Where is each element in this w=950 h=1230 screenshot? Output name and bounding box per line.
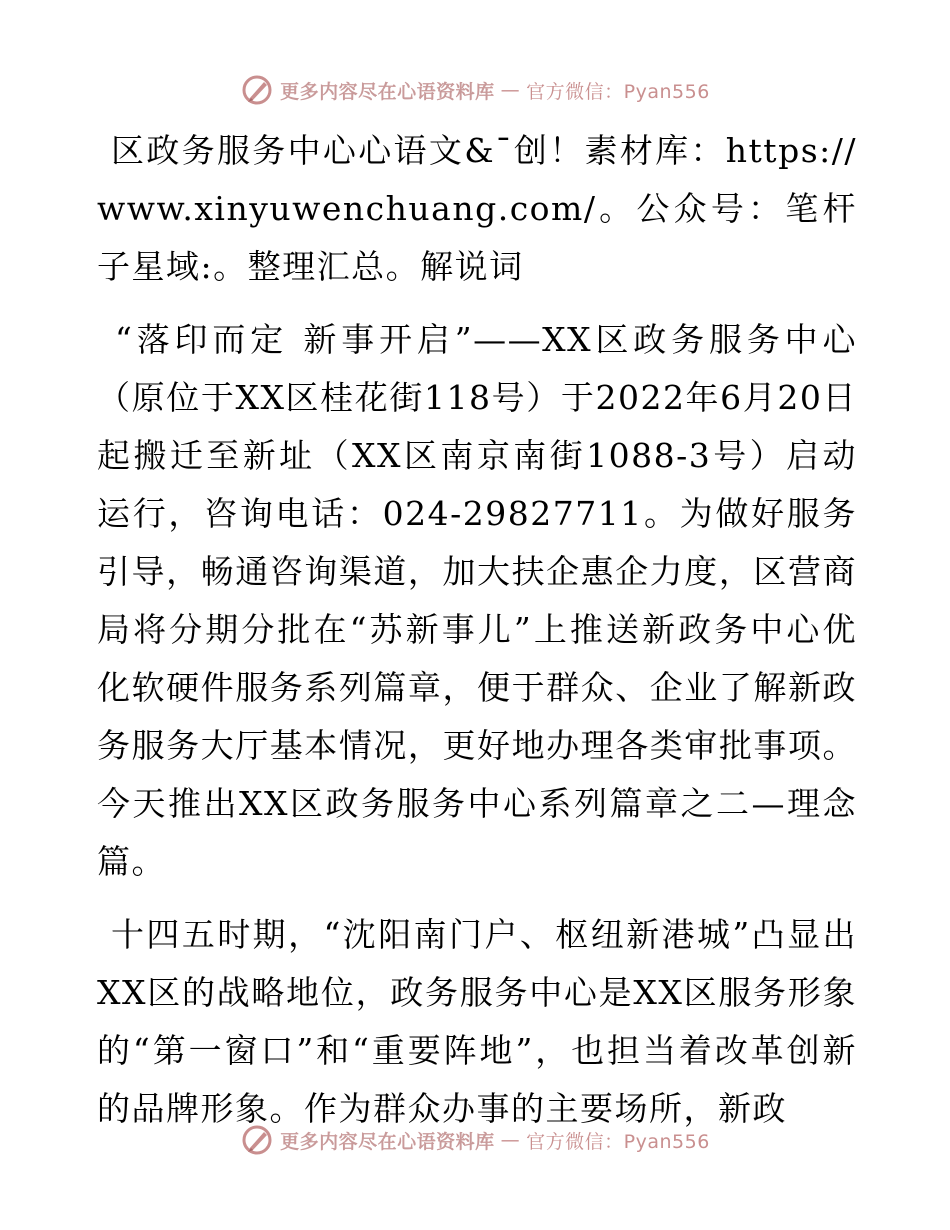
watermark-text: 更多内容尽在心语资料库 (280, 80, 495, 103)
watermark-dash: — (500, 79, 521, 101)
paragraph-strategy: 十四五时期，“沈阳南门户、枢纽新港城”凸显出XX区的战略地位，政务服务中心是XX区服务形象的“第一窗口”和“重要阵地”，也担当着改革创新的品牌形象。作为群众办事的主要场所，新政 (97, 915, 857, 1128)
watermark-text: 更多内容尽在心语资料库 (280, 1130, 495, 1153)
footer-watermark (0, 1120, 950, 1160)
pen-logo-icon (240, 73, 274, 107)
paragraph-intro: 区政务服务中心心语文&¯创！素材库：https://www.xinyuwenchuang.com/。公众号：笔杆子星域:。整理汇总。解说词 (97, 131, 857, 286)
watermark-contact: 官方微信：Pyan556 (526, 80, 710, 103)
watermark-dash: — (500, 1129, 521, 1151)
document-body (97, 122, 857, 1138)
paragraph-announcement: “落印而定 新事开启”——XX区政务服务中心（原位于XX区桂花街118号）于2022年6月20日起搬迁至新址（XX区南京南街1088-3号）启动运行，咨询电话：024-29827711。为做好服务引导，畅通咨询渠道，加大扶企惠企力度，区营商局将分期分批在“苏新事儿”上推送新政务中心优化软硬件服务系列篇章，便于群众、企业了解新政务服务大厅基本情况，更好地办理各类审批事项。今天推出XX区政务服务中心系列篇章之二—理念篇。 (97, 320, 857, 881)
header-watermark (0, 70, 950, 110)
watermark-contact: 官方微信：Pyan556 (526, 1130, 710, 1153)
pen-logo-icon (240, 1123, 274, 1157)
